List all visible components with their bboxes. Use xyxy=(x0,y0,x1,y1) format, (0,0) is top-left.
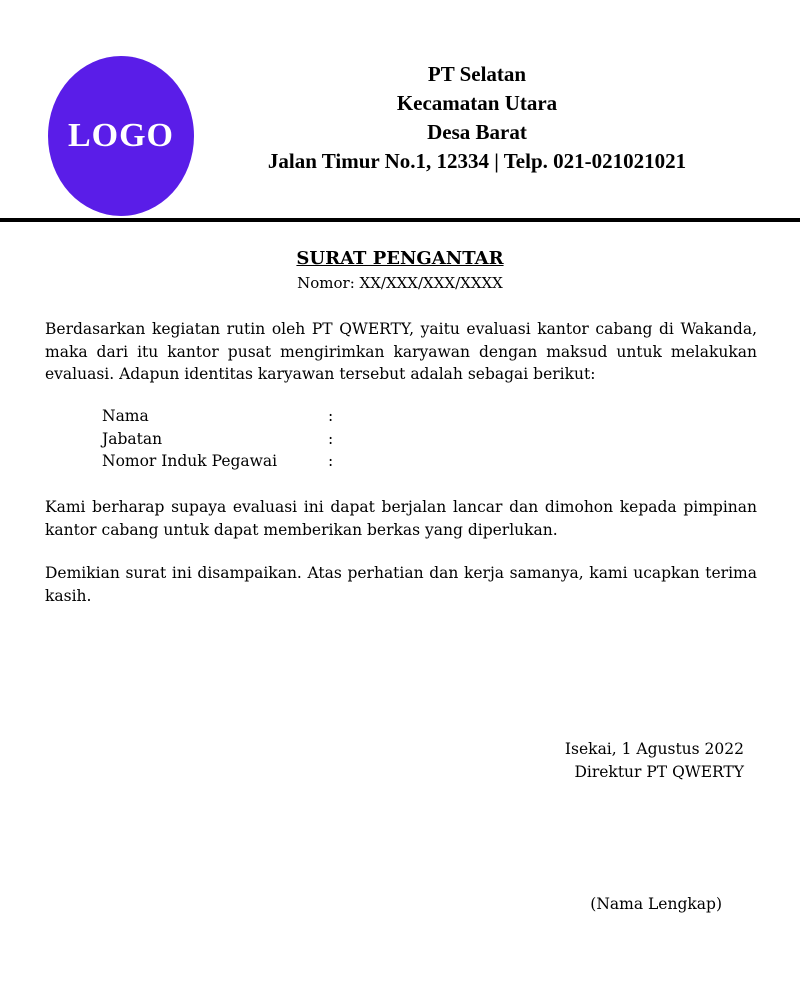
letter-number: Nomor: XX/XXX/XXX/XXXX xyxy=(297,274,503,292)
signer-name: (Nama Lengkap) xyxy=(590,895,722,913)
identity-row-position xyxy=(102,428,348,451)
employee-identity xyxy=(102,405,348,473)
district-name: Kecamatan Utara xyxy=(396,91,558,115)
identity-label: Jabatan xyxy=(102,429,163,448)
identity-separator: : xyxy=(328,452,334,470)
place-date: Isekai, 1 Agustus 2022 xyxy=(564,740,744,758)
signature-block xyxy=(520,738,744,784)
letter-title: SURAT PENGANTAR xyxy=(296,248,504,269)
village-name: Desa Barat xyxy=(427,120,527,144)
identity-separator: : xyxy=(328,407,334,425)
letterhead xyxy=(230,60,724,176)
identity-label: Nama xyxy=(102,407,149,425)
paragraph-intro: Berdasarkan kegiatan rutin oleh PT QWERTY, yaitu evaluasi kantor cabang di Wakanda, maka dari itu kantor pusat mengirimkan karyawan dengan maksud untuk melakukan evaluasi. Adapun identitas karyawan tersebut adalah sebagai berikut: xyxy=(45,320,757,383)
identity-label: Nomor Induk Pegawai xyxy=(102,452,278,470)
letterhead-divider xyxy=(0,218,800,222)
paragraph-request: Kami berharap supaya evaluasi ini dapat berjalan lancar dan dimohon kepada pimpinan kantor cabang untuk dapat memberikan berkas yang diperlukan. xyxy=(45,498,757,539)
company-logo xyxy=(48,56,194,216)
paragraph-closing: Demikian surat ini disampaikan. Atas perhatian dan kerja samanya, kami ucapkan terima kasih. xyxy=(45,564,757,605)
signer-position: Direktur PT QWERTY xyxy=(574,763,744,781)
identity-separator: : xyxy=(328,429,334,448)
identity-row-name xyxy=(102,405,348,428)
identity-row-employee-id xyxy=(102,450,348,473)
logo-text: LOGO xyxy=(67,117,175,154)
company-name: PT Selatan xyxy=(427,62,527,86)
company-address: Jalan Timur No.1, 12334 | Telp. 021-021021021 xyxy=(267,149,687,173)
